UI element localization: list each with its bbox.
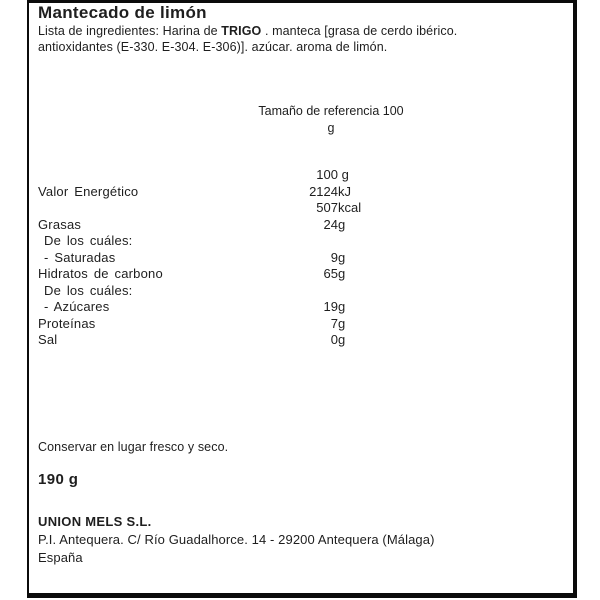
nutrition-row — [38, 316, 468, 333]
nutrition-serving-header-line1: Tamaño de referencia 100 — [258, 104, 404, 118]
ingredients-segment: Lista de ingredientes: Harina de — [38, 24, 222, 38]
nutrition-row — [38, 200, 468, 217]
nutrition-row — [38, 332, 468, 349]
nutrition-row — [38, 266, 468, 283]
nutrition-row-unit: kJ — [338, 183, 351, 199]
nutrition-row-value: 7 — [330, 315, 338, 331]
nutrition-row-label: De los cuáles: — [44, 233, 133, 248]
nutrition-row-label: De los cuáles: — [44, 282, 133, 298]
manufacturer-country: España — [38, 550, 83, 565]
nutrition-row-label: Proteínas — [38, 315, 96, 331]
nutrition-row — [38, 167, 468, 184]
net-weight: 190 g — [38, 471, 79, 488]
product-label — [27, 0, 577, 598]
nutrition-row-label: Hidratos de carbono — [38, 266, 163, 281]
nutrition-serving-header — [231, 103, 431, 137]
nutrition-row-value: 0 — [330, 332, 338, 347]
storage-instructions: Conservar en lugar fresco y seco. — [38, 440, 229, 454]
nutrition-row-unit: g — [338, 216, 346, 232]
nutrition-row-unit: g — [338, 249, 346, 265]
nutrition-row — [38, 184, 468, 201]
nutrition-row-value: 2124 — [309, 183, 338, 199]
nutrition-serving-header-line2: g — [327, 121, 335, 135]
nutrition-row — [38, 233, 468, 250]
product-title: Mantecado de limón — [38, 3, 207, 22]
nutrition-row — [38, 217, 468, 234]
ingredients-text — [38, 24, 490, 55]
nutrition-row-value: 507 — [316, 200, 338, 215]
nutrition-row-unit: g — [338, 315, 346, 331]
nutrition-row — [38, 283, 468, 300]
manufacturer-name: UNION MELS S.L. — [38, 514, 152, 529]
ingredients-segment: . manteca [grasa de cerdo ibérico. antioxidantes (E-330. E-304. E-306)]. azúcar. aroma de limón. — [38, 24, 458, 54]
nutrition-row-label: - Azúcares — [44, 299, 110, 314]
nutrition-row-label: - Saturadas — [44, 249, 116, 265]
nutrition-row-label: Valor Energético — [38, 183, 139, 199]
nutrition-row-unit: g — [338, 167, 349, 182]
nutrition-row-label: Sal — [38, 332, 58, 347]
nutrition-row-unit: kcal — [338, 200, 362, 215]
nutrition-row-value: 19 — [323, 299, 338, 314]
nutrition-table — [38, 167, 468, 349]
nutrition-row-value: 9 — [330, 249, 338, 265]
nutrition-row-value: 24 — [323, 216, 338, 232]
nutrition-row-unit: g — [338, 332, 346, 347]
nutrition-row-value: 65 — [323, 266, 338, 281]
nutrition-row-unit: g — [338, 299, 346, 314]
manufacturer-info — [38, 513, 435, 567]
nutrition-row — [38, 250, 468, 267]
manufacturer-address: P.I. Antequera. C/ Río Guadalhorce. 14 - 29200 Antequera (Málaga) — [38, 532, 435, 547]
nutrition-row-value: 100 — [316, 167, 338, 182]
nutrition-row-unit: g — [338, 266, 346, 281]
ingredients-allergen-bold: TRIGO — [221, 24, 262, 38]
nutrition-row-label: Grasas — [38, 216, 82, 232]
nutrition-row — [38, 299, 468, 316]
